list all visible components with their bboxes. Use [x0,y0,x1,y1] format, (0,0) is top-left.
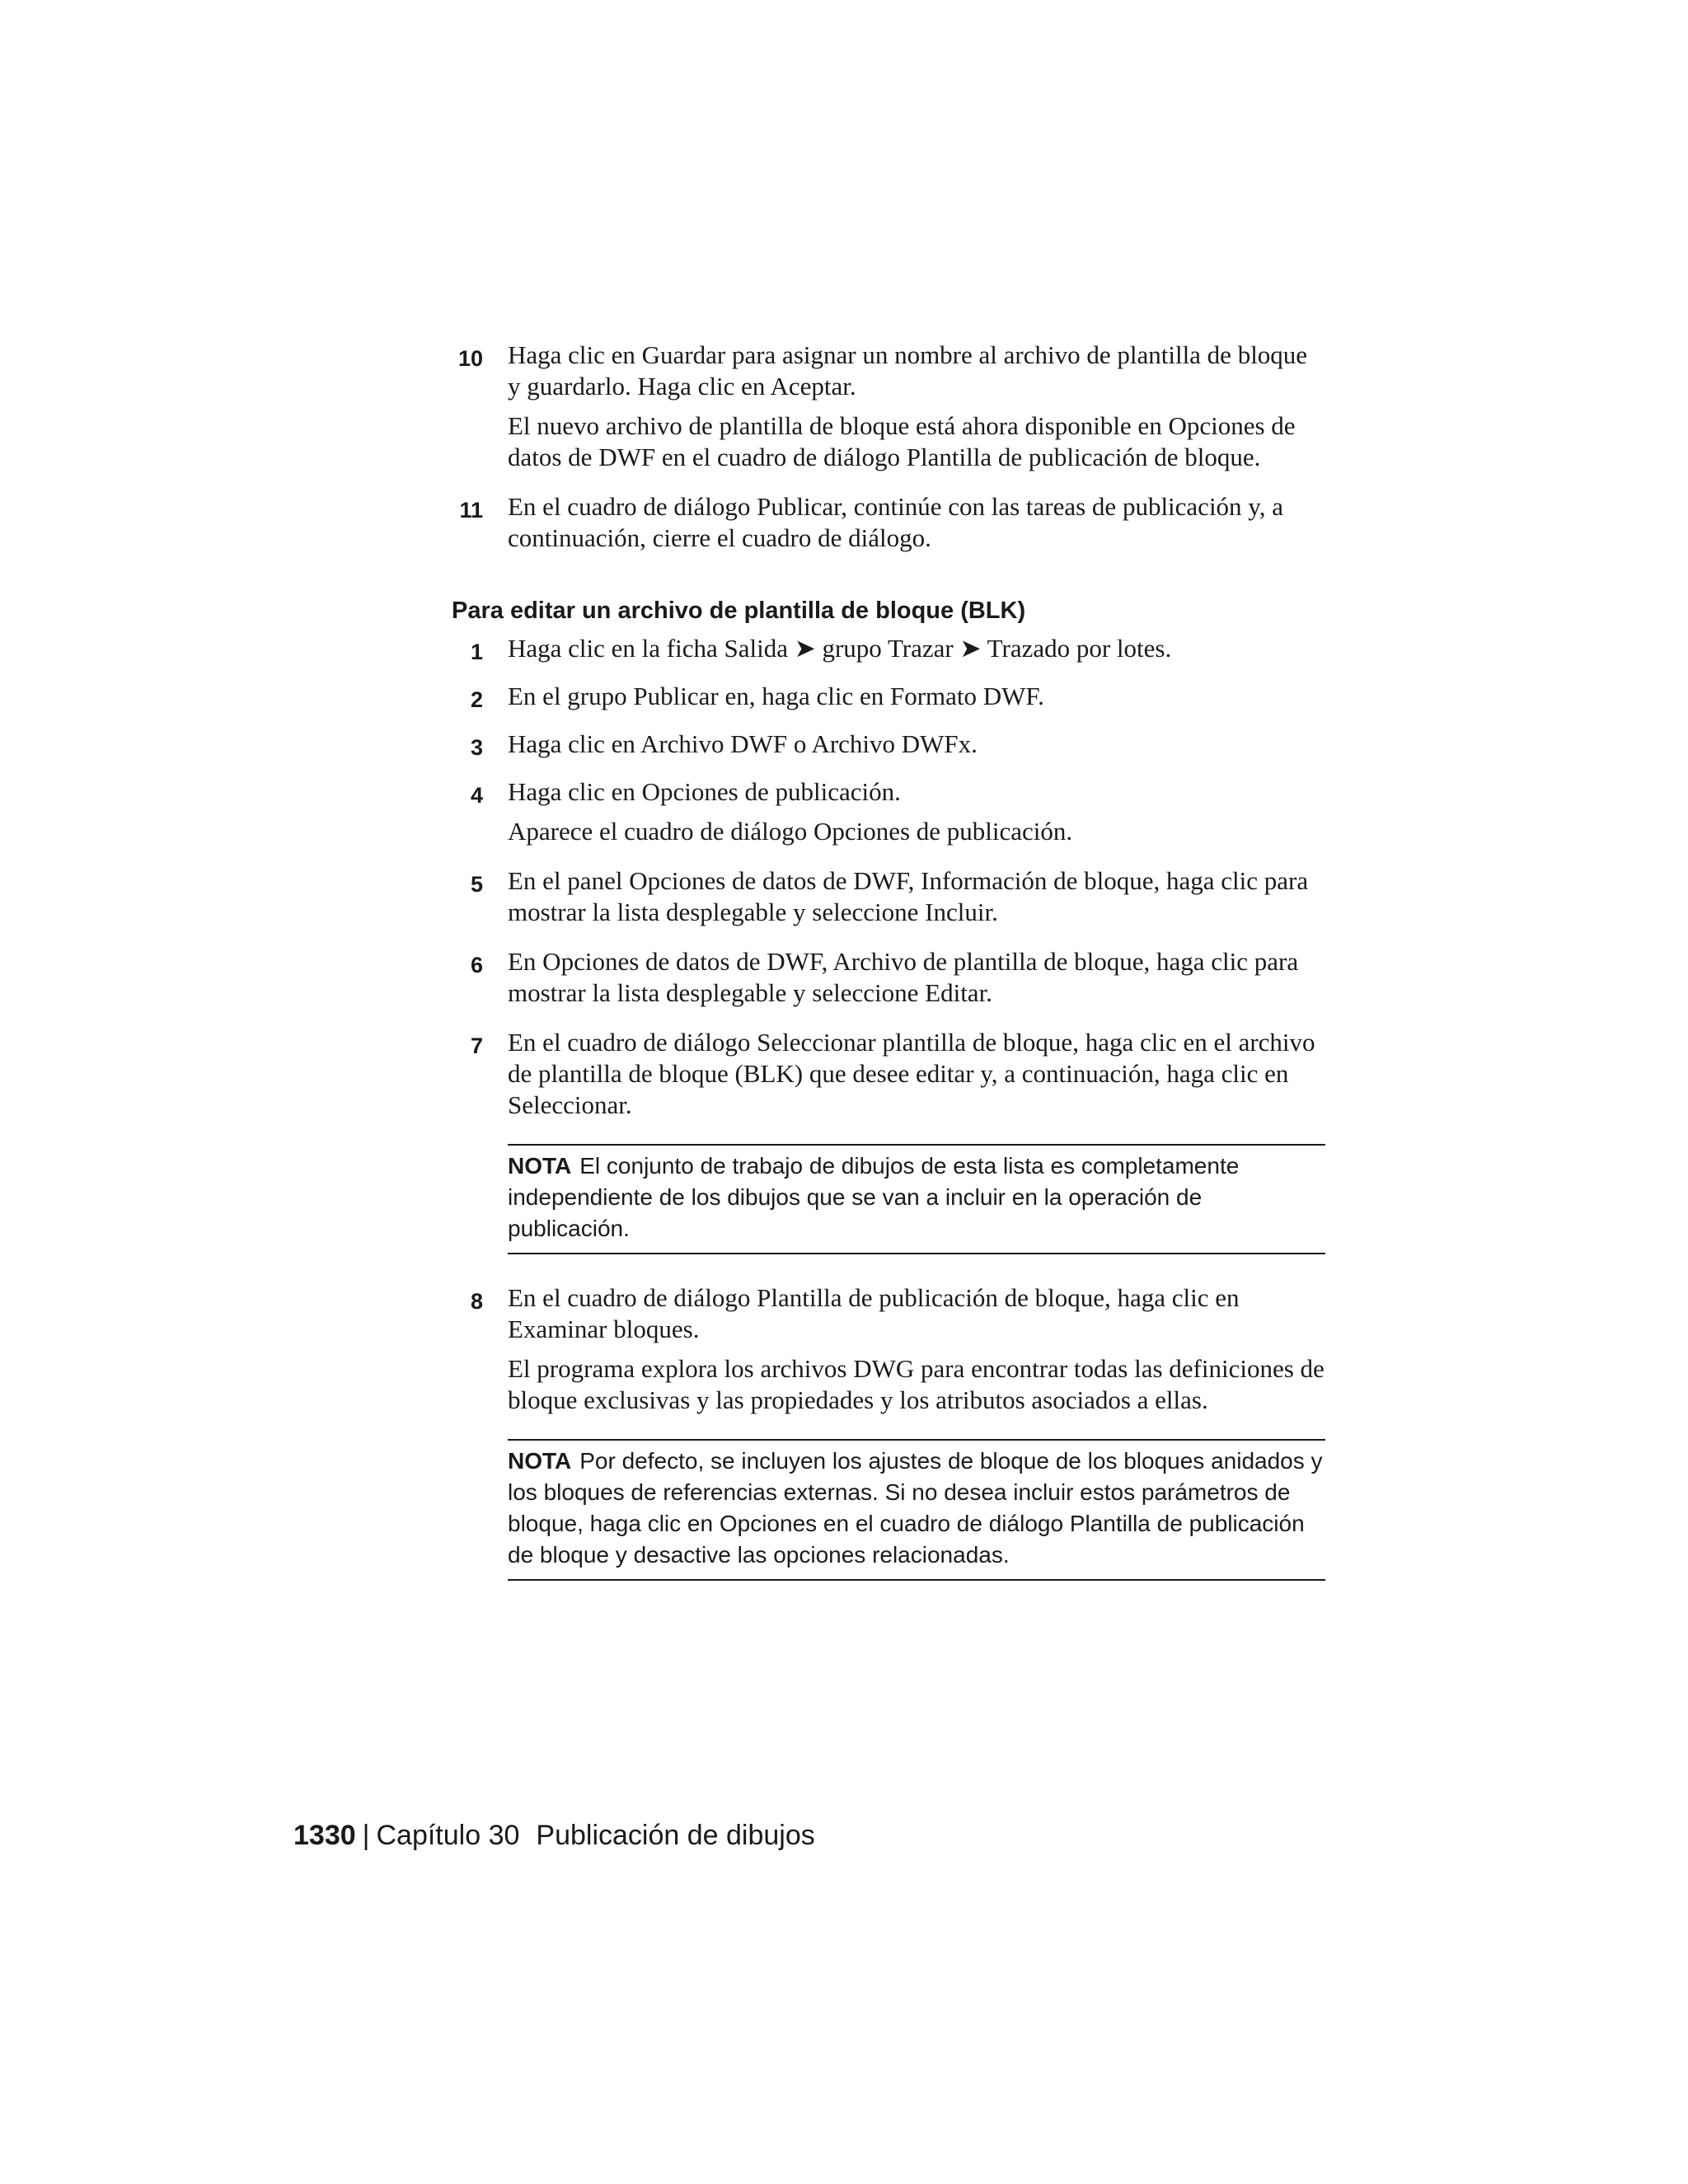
chapter-title: Publicación de dibujos [536,1820,815,1851]
note-text: Por defecto, se incluyen los ajustes de bloque de los bloques anidados y los bloques de referencias externas. Si no desea incluir estos parámetros de bloque, haga clic en Opciones en el cuadro de diálogo Plantilla de publicación de bloque y desactive las opciones relacionadas. [508,1448,1323,1568]
step-result-text: El programa explora los archivos DWG para encontrar todas las definiciones de bloque exclusivas y las propiedades y los atributos asociados a ellas. [508,1354,1325,1414]
step-3 [452,729,1325,760]
note-box [508,1144,1325,1254]
step-7 [452,1027,1325,1121]
page-number: 1330 [293,1820,356,1851]
note-label: NOTA [508,1448,572,1474]
step-2 [452,681,1325,712]
step-6 [452,946,1325,1009]
footer-separator: | [362,1820,370,1851]
step-text: Haga clic en Opciones de publicación. [508,777,901,806]
step-text: En Opciones de datos de DWF, Archivo de plantilla de bloque, haga clic para mostrar la lista desplegable y seleccione Editar. [508,947,1299,1007]
step-text: Haga clic en la ficha Salida ➤ grupo Trazar ➤ Trazado por lotes. [508,634,1172,663]
step-10 [452,340,1325,473]
step-number: 4 [470,783,483,808]
step-1 [452,633,1325,664]
step-number: 11 [459,498,483,523]
step-number: 3 [470,735,483,760]
page-content [452,340,1325,1581]
chapter-label: Capítulo 30 [376,1820,520,1851]
step-8 [452,1282,1325,1416]
step-11 [452,491,1325,554]
step-text: Haga clic en Guardar para asignar un nombre al archivo de plantilla de bloque y guardarlo. Haga clic en Aceptar. [508,340,1308,401]
procedure-heading: Para editar un archivo de plantilla de bloque (BLK) [452,598,1026,624]
step-text: En el cuadro de diálogo Publicar, continúe con las tareas de publicación y, a continuación, cierre el cuadro de diálogo. [508,492,1284,552]
step-number: 7 [470,1033,483,1058]
step-4 [452,776,1325,847]
step-number: 2 [470,687,483,712]
step-text: Haga clic en Archivo DWF o Archivo DWFx. [508,729,978,758]
note-label: NOTA [508,1153,572,1179]
step-5 [452,865,1325,928]
page-footer [293,1818,815,1853]
step-result-text: El nuevo archivo de plantilla de bloque está ahora disponible en Opciones de datos de DWF en el cuadro de diálogo Plantilla de publicación de bloque. [508,411,1296,471]
step-number: 8 [470,1289,483,1314]
note-box [508,1439,1325,1581]
step-number: 6 [470,953,483,977]
step-number: 1 [470,640,483,664]
step-text: En el panel Opciones de datos de DWF, Información de bloque, haga clic para mostrar la lista desplegable y seleccione Incluir. [508,866,1309,926]
step-number: 10 [457,346,483,371]
step-text: En el cuadro de diálogo Plantilla de publicación de bloque, haga clic en Examinar bloques. [508,1283,1240,1343]
step-text: En el cuadro de diálogo Seleccionar plantilla de bloque, haga clic en el archivo de plantilla de bloque (BLK) que desee editar y, a continuación, haga clic en Seleccionar. [508,1028,1315,1119]
step-text: En el grupo Publicar en, haga clic en Formato DWF. [508,682,1044,710]
step-result-text: Aparece el cuadro de diálogo Opciones de publicación. [508,817,1073,846]
note-text: El conjunto de trabajo de dibujos de esta lista es completamente independiente de los dibujos que se van a incluir en la operación de publicación. [508,1153,1240,1241]
step-number: 5 [470,872,483,897]
